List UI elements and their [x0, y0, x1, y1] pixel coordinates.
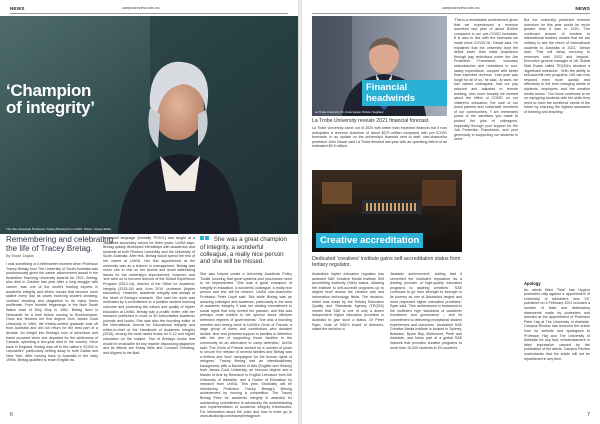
page-number: 6 — [10, 412, 13, 418]
column-3-text: She also helped create a University Academic Policy Toolkit, knowing that great systems and procedures need to be implemented. 'She was a great champion of integrity in education, a wonderful colleague, a really nice person and she will be missed,' UniSA vice-chancellor Professor Peter Lloyd said. 'But while Bretag was an amazing colleague and academic, particularly in the area of academic integrity, it was her abiding commitment to social rights that truly riveted her passion, and this was perhaps most evident in her opinion about offshore detention regimes of governments.' 'She was a founding member and driving force in UniSA's Circle of Friends, a large group of doers and contributors who donated dollars, time and personal support to families in detention with the aim of supporting those families in the community as an alternative to camp detention,' UniSA said. 'The Circle of Friends worked for a number of years to secure the release of several families and Bretag was a tireless and 'loud' campaigner for the human rights of refugees.' Tracey Bretag had an interdisciplinary background, with a Bachelor of Arts (English and History) from James Cook University, an honours degree and a Master of Arts by Research in English Literature from the University of Adelaide, and a Doctor of Education by research from UniSA. This year, Studiosity will be introducing Professor Tracey Bretag's lifelong achievement by running a competition. The Tracey Bretag Prize for academic integrity is awarded for outstanding commitment to advancing the understanding and implementation of academic integrity frameworks. For information about the prize and how to enter go to www.studiosity.com/traceybretagprize. — [200, 272, 292, 419]
header-rule — [312, 13, 590, 14]
column-3 — [200, 272, 292, 419]
column-2 — [103, 236, 195, 410]
financial-intro-text: La Trobe University came out of 2020 with better than expected finances but it now anticipates a revenue downturn of about $270 million compared with pre-COVID forecasts. In an update on the university's finances sent to staff, vice-chancellor professor John Dewar said La Trobe finished last year with an operating deficit of an estimated $9.5 million. — [312, 126, 447, 149]
site-url[interactable]: campusreview.com.au — [442, 6, 480, 10]
apology-text: An article titled 'Time' has Uyghur protesters rally against a appointment of University of Adelaide's new VC' published on 6 February 2021 included a number of false and defamatory statements made by protesters and directed at the appointment of Professor Peter Høj at The University of Adelaide. Campus Review has removed the article from its website and apologises to Professor Høj and The University of Adelaide for any hurt, embarrassment or false impression caused by the publication of the article. Campus Review understands that the article will not be republished in any form. — [524, 287, 590, 361]
financial-column-b-continued — [524, 172, 590, 236]
page-number: 7 — [587, 412, 590, 418]
creative-column-b-text: 'fantastic achievement', adding that it cemented the institute's reputation 'as a leading provider of high-quality education programs to aspiring creatives'. 'SAE continues to go from strength to strength in its journey as one of Australia's largest and most respected higher education providers,' Ryan said. 'This achievement is testament to the institute's high standards of academic excellence and governance – and its commitment to delivering exceptional student experiences and outcomes.' Australia's SAE Creative Media Institute is located in Sydney, Brisbane, Byron Bay, Melbourne, Perth and Adelaide, and forms part of a global SAE network that provides creative programs to more than 10,000 students in 25 countries. — [390, 272, 462, 350]
creative-banner: Creative accreditation — [316, 233, 423, 248]
photo-caption: The late Associate Professor Tracey Bretag from UniSA. Photo: James Elsby — [6, 227, 112, 231]
financial-column-b-text: But the university predicted revenue downturn for this year would be much greater than it was in 2020. 'The continued closure of borders to international borders means that we are unlikely to see the return of international students to Australia in 2021,' Dewar said. 'This will delay recovery to revenues until 2023 and beyond.' Executive general manager of UK Global Matt Evans called TEQSA's decision a 'significant milestone'. 'With the ability to self-accredit new programs, UKI can now respond even more quickly and effectively to the ever-changing needs of students, employers and the creative media sector.' 'Our focus continues to be on equipping students with the skills they need to meet the workforce needs of the future by ensuring the highest standards of learning and teaching.' — [524, 18, 590, 114]
byline: By Wade Zaglas — [6, 254, 34, 258]
hero-title — [6, 82, 95, 116]
site-url[interactable]: campusreview.com.au — [122, 6, 160, 10]
creative-column-b — [390, 272, 462, 410]
hero-title-line-1: ‘Champion — [6, 81, 92, 100]
financial-banner: Financial headwinds — [362, 80, 447, 106]
financial-photo-caption: La Trobe University VC, Doka Dewar. Picture: Supplied — [315, 110, 384, 114]
portrait-image — [0, 16, 298, 234]
hero-title-line-2: of integrity’ — [6, 98, 95, 117]
creative-column-a — [312, 272, 384, 410]
section-label: NEWS — [575, 6, 590, 11]
right-page — [302, 0, 600, 424]
financial-column-a-text: 'This is a remarkable achievement given that we experienced a revenue downturn last year of about $160m compared to our pre-COVID forecasts. It is also in line with the forecasts we made since COVID hit,' Dewar said. He explained that the university kept the deficit lower than initial projections through pay reductions under the Job Protection Framework, voluntary redundancies and reductions in non-salary expenditure, coupled with better than expected revenue. 'Last year was tough for all of us,' he said. 'At work, we lost valued colleagues, had our pay reduced and adjusted to remote working, and, more broadly we worried about the effect of COVID on our children's education, the care of our loved parents and vulnerable members of our communities. 'I am immensely proud of the sacrifices you made to protect the jobs of colleagues, especially through your support for the Job Protection Framework, and your generosity in supporting our students in need.' — [454, 18, 519, 142]
financial-deck: La Trobe University reveals 2021 financial forecast. — [312, 118, 430, 124]
pull-quote-text: She was a great champion of integrity, a wonderful colleague, a really nice person and she will be missed. — [200, 236, 287, 265]
hero-photo — [0, 16, 298, 234]
apology-heading: Apology — [524, 281, 541, 286]
section-label: NEWS — [10, 6, 25, 11]
left-page — [0, 0, 298, 424]
financial-column-a — [454, 18, 518, 168]
creative-column-a-text: Australia's higher education regulator has awarded SAE Creative Media Institute Self Accrediting Authority (SAA) status, allowing the institute to self-accredit programs up to degree level across the creative arts and information technology fields. The decision, which was made by the Tertiary Education Quality and Standards Agency (TEQSA) means that SAE is one of only a dozen independent higher education providers in Australia to gain such a status. Dr Peter Ryan, chair of SAE's board of directors, called the decision a — [312, 272, 384, 332]
creative-deck: Dedicated 'creatives' institute gains self-accreditation status from tertiary regulator. — [312, 256, 461, 268]
financial-intro — [312, 126, 447, 166]
article-subhead: Remembering and celebrating the life of Tracey Bretag. — [6, 235, 114, 253]
column-1 — [6, 262, 98, 410]
pull-quote — [200, 236, 292, 265]
creative-photo — [312, 170, 462, 252]
quote-mark-icon — [200, 236, 212, 244]
apology-box — [524, 282, 590, 410]
header-rule — [10, 13, 288, 14]
financial-column-b — [524, 18, 590, 168]
column-2-text: a second language (formally TESOL) and taught at a Japanese secondary school for three years, UniSA says. Bretag quickly developed friendships with academics and students at both Flinders University and the University of South Australia. After this, Bretag would spend the rest of her career at UniSA. Her first appointment at the university was as a lecturer in management. Bretag was never one to rest on her laurels and avoid addressing issues for the university's improvement, however, and 'she went on to become director of the Global Experience Program (2012-14), director of the Office for Academic Integrity (2015-18) and, from 2019, professor (higher education)'. However, academic integrity was always at the heart of Bretag's research. She said her work was motivated by a commitment to a positive student learning outcome and protecting the values and quality of higher education at UniSA. Bretag was a prolific writer, with her research published in close to 50 authoritative academic journals and books. She was also the founding editor of the International Journal for Educational Integrity and editor-in-chief of the Handbook of Academic Integrity (2016), among the most useful books for K-12 and higher education on the subject. Two of Bretag's books that would be invaluable for any teacher discussing plagiarism and its effects are Essay Mills and Contract Cheating, and Aligned to the Bad. — [103, 236, 195, 355]
column-1-text: I was something of a bittersweet moment when Professor Tracey Bretag from The University of South Australia was posthumously given the career achievement award in the Australian Teaching University Awards for 2021. Bretag, who died in October last year after a long struggle with cancer, was one of the world's leading experts in academic integrity and ethics: issues that become more salient every day as cases involving student cheating, contract cheating and plagiarism in its many forms proliferate. From humble beginnings in the New South Wales town of Wuy Wuy in 1962, Bretag lived in Newcastle for a time before moving to Rockhampton. Once she finished her first degree from James Cook University in 1984, the freshly-minted graduate took off from Australia and did not return for the best part of a decade. An insight into Bretag's love of adventure and travel occurred when she departed for the wilderness of Canada, spending a two-year stint in the country. Once back in England, Bretag was off to the nation's 33,000 in Lancashire, particularly setting away to both Dallas and New York. After moving back to Australia in the early 1990s, Bretag qualified to teach English as — [6, 262, 98, 363]
financial-photo — [312, 16, 447, 116]
